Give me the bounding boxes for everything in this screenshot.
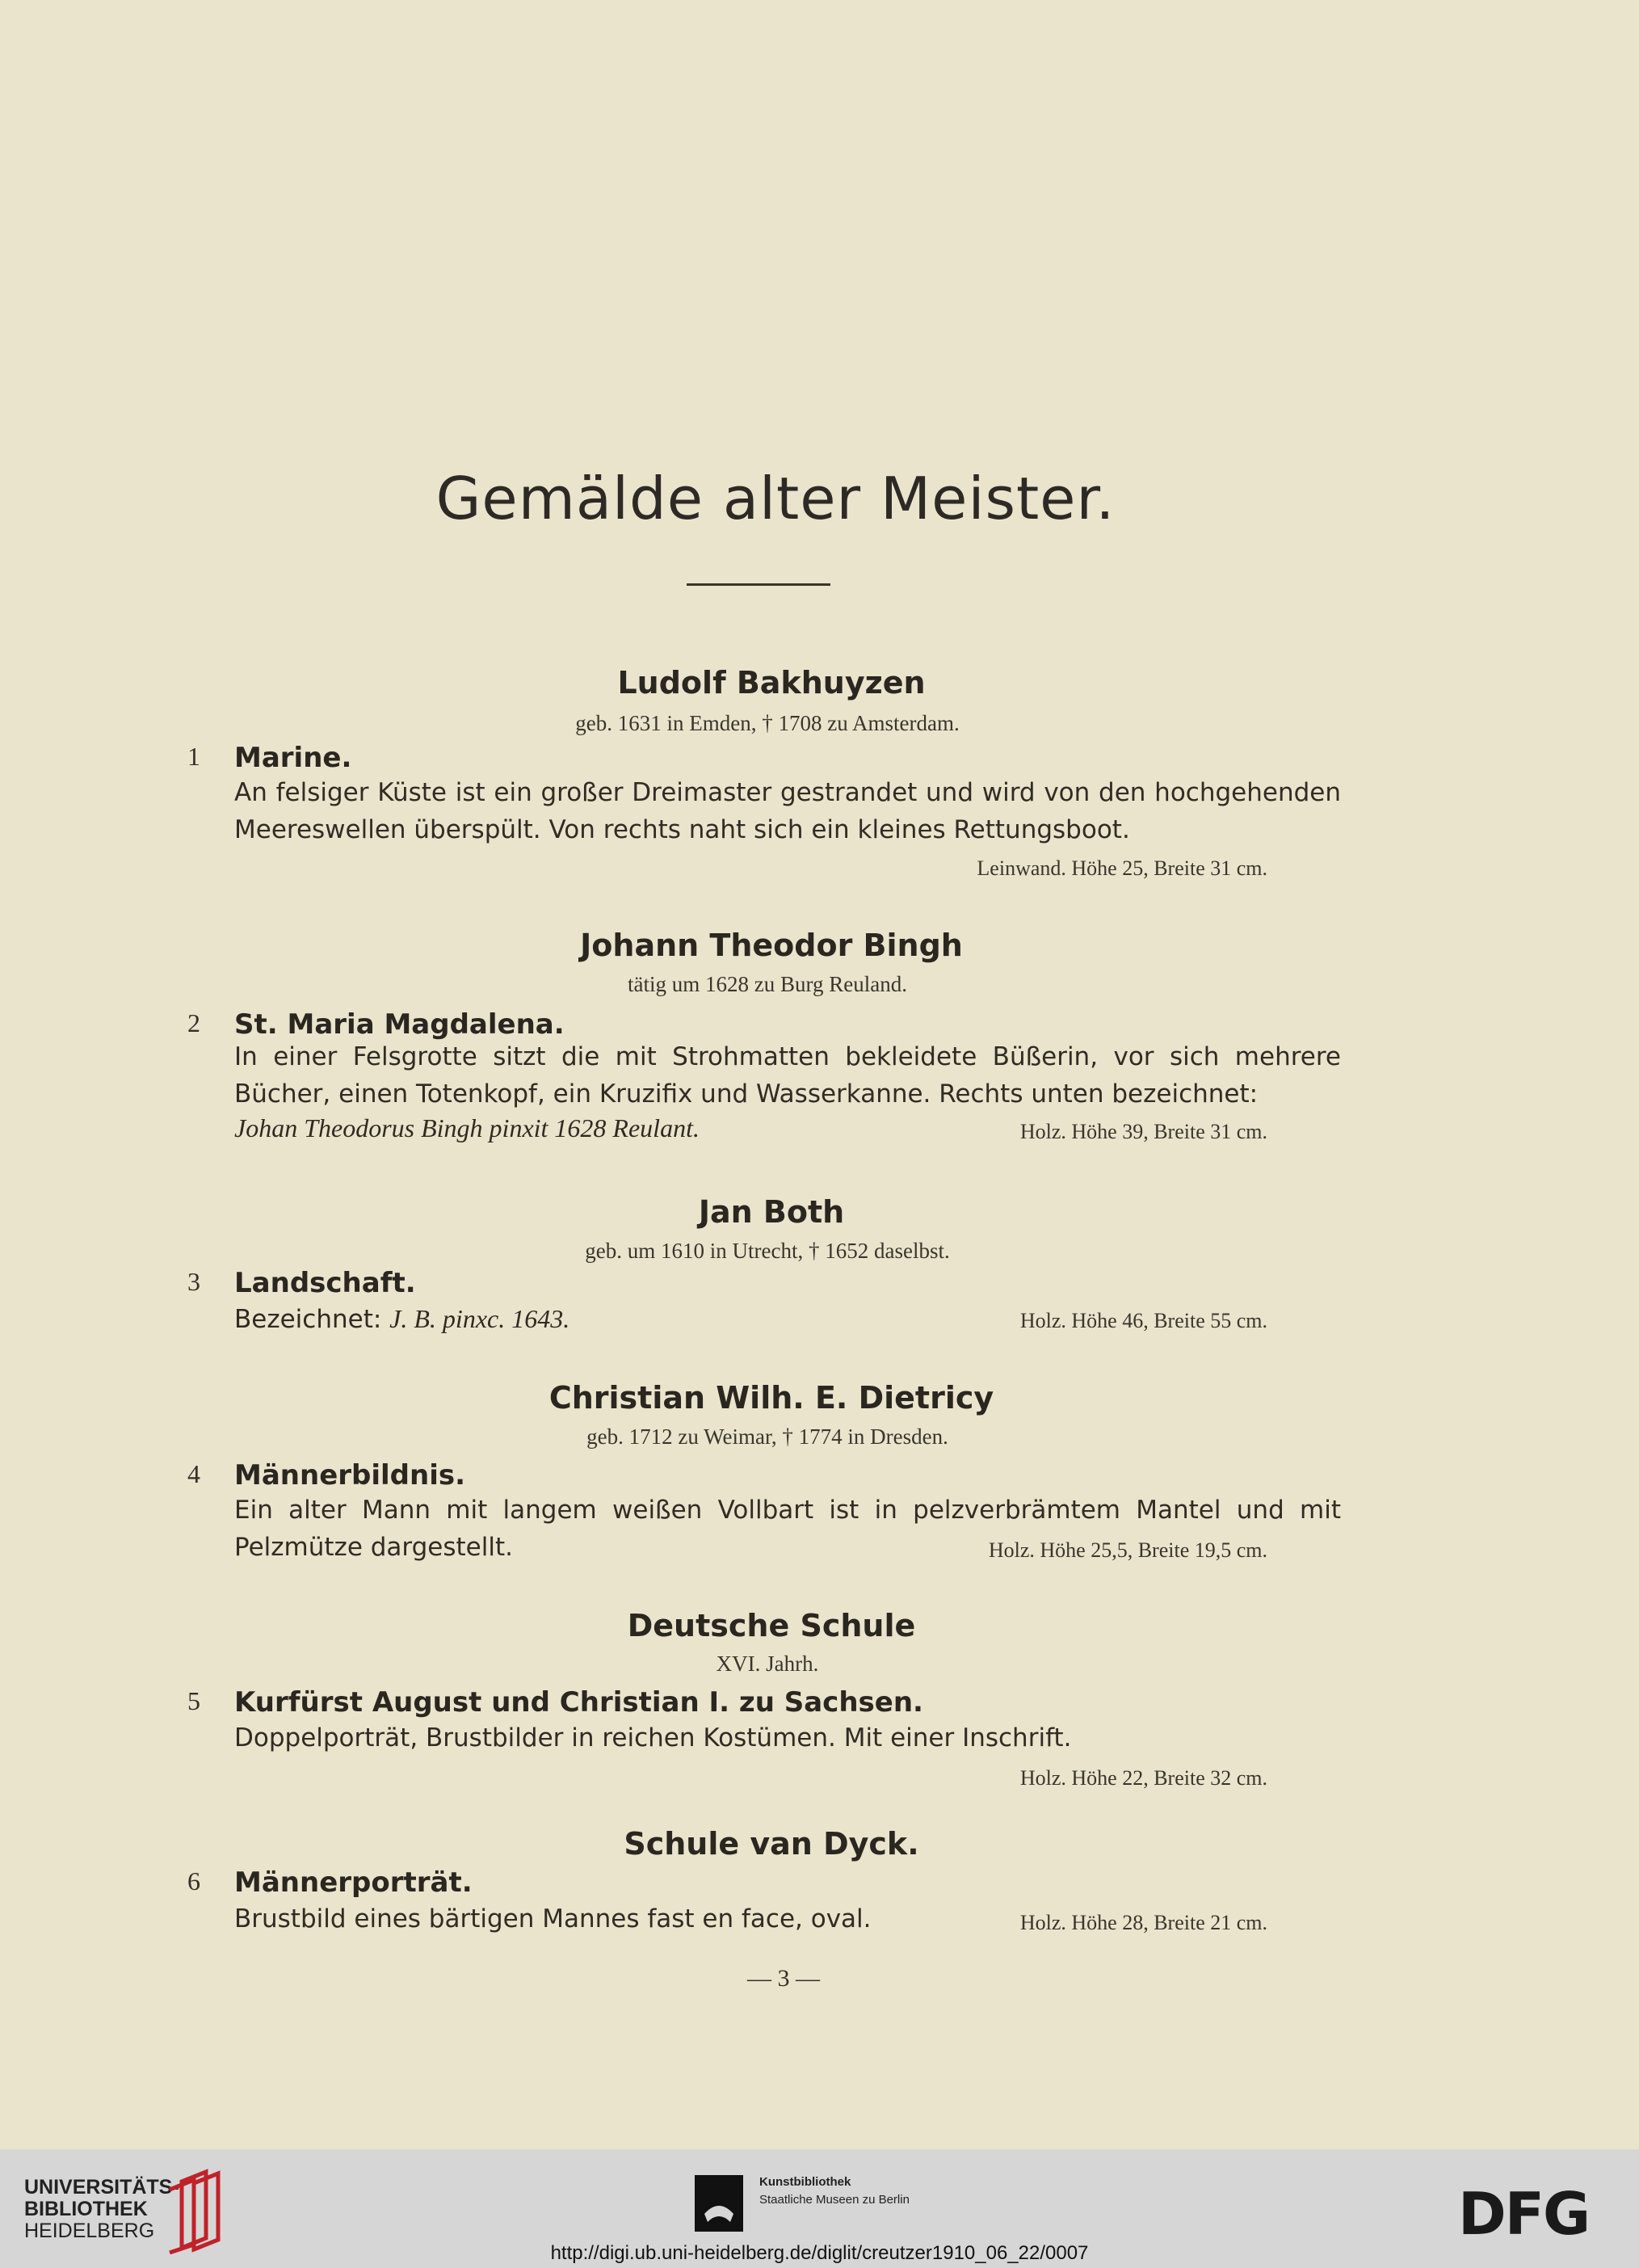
- page-number: — 3 —: [747, 1965, 820, 1992]
- artist-name: Schule van Dyck.: [624, 1826, 919, 1862]
- work-measurements: Holz. Höhe 39, Breite 31 cm.: [1019, 1120, 1267, 1143]
- source-url[interactable]: http://digi.ub.uni-heidelberg.de/diglit/creutzer1910_06_22/0007: [550, 2242, 1089, 2264]
- work-title: St. Maria Magdalena.: [234, 1008, 565, 1041]
- heidelberg-logo-icon[interactable]: [162, 2165, 234, 2254]
- artist-bio: geb. um 1610 in Utrecht, † 1652 daselbst.: [585, 1239, 950, 1263]
- artist-name: Johann Theodor Bingh: [580, 928, 963, 963]
- lot-number: 5: [187, 1686, 200, 1715]
- uni-line-2: BIBLIOTHEK: [24, 2198, 148, 2220]
- title-divider: [687, 583, 830, 586]
- description-label: Bezeichnet:: [234, 1305, 382, 1334]
- work-measurements: Holz. Höhe 46, Breite 55 cm.: [1019, 1309, 1267, 1332]
- signature-inscription: J. B. pinxc. 1643.: [389, 1304, 570, 1333]
- work-title: Männerbildnis.: [234, 1459, 466, 1492]
- work-description: Doppelporträt, Brustbilder in reichen Kostümen. Mit einer Inschrift.: [234, 1723, 1072, 1753]
- university-library-label[interactable]: [24, 2177, 179, 2242]
- artist-bio: geb. 1631 in Emden, † 1708 zu Amsterdam.: [575, 711, 960, 735]
- work-description: Brustbild eines bärtigen Mannes fast en face, oval.: [234, 1904, 872, 1933]
- work-description: An felsiger Küste ist ein großer Dreimaster gestrandet und wird von den hochgehenden Meereswellen überspült. Von rechts naht sich ein kleines Rettungsboot.: [234, 778, 1341, 844]
- artist-name: Christian Wilh. E. Dietricy: [548, 1380, 994, 1416]
- work-measurements: Holz. Höhe 28, Breite 21 cm.: [1019, 1911, 1267, 1934]
- work-title: Männerporträt.: [234, 1866, 473, 1899]
- signature-inscription: Johan Theodorus Bingh pinxit 1628 Reulant.: [234, 1113, 700, 1142]
- work-measurements: Holz. Höhe 25,5, Breite 19,5 cm.: [988, 1538, 1267, 1562]
- artist-name: Deutsche Schule: [627, 1608, 916, 1643]
- lot-number: 3: [187, 1267, 200, 1296]
- lot-number: 4: [187, 1459, 200, 1488]
- digitization-footer: [0, 2149, 1639, 2268]
- lot-number: 2: [187, 1008, 200, 1037]
- artist-name: Ludolf Bakhuyzen: [617, 665, 926, 701]
- lot-number: 1: [187, 742, 200, 771]
- artist-bio: geb. 1712 zu Weimar, † 1774 in Dresden.: [586, 1424, 948, 1449]
- work-title: Kurfürst August und Christian I. zu Sachsen.: [234, 1686, 923, 1719]
- page-title: Gemälde alter Meister.: [435, 465, 1116, 532]
- work-measurements: Leinwand. Höhe 25, Breite 31 cm.: [977, 856, 1267, 880]
- kb-line-1: Kunstbibliothek: [759, 2175, 851, 2189]
- lot-number: 6: [187, 1866, 200, 1896]
- work-description: In einer Felsgrotte sitzt die mit Strohmatten bekleidete Büßerin, vor sich mehrere Bücher, einen Totenkopf, ein Kruzifix und Wasserkanne. Rechts unten bezeichnet:: [234, 1042, 1341, 1109]
- kunstbibliothek-logo-icon[interactable]: [695, 2175, 743, 2232]
- work-description: Ein alter Mann mit langem weißen Vollbart ist in pelzverbrämtem Mantel und mit Pelzmütze dargestellt.: [234, 1496, 1341, 1562]
- artist-bio: tätig um 1628 zu Burg Reuland.: [628, 972, 907, 996]
- uni-line-3: HEIDELBERG: [24, 2220, 155, 2242]
- work-measurements: Holz. Höhe 22, Breite 32 cm.: [1019, 1766, 1267, 1790]
- artist-name: Jan Both: [698, 1194, 845, 1230]
- work-description: [234, 1304, 569, 1334]
- dfg-logo[interactable]: DFG: [1458, 2180, 1590, 2248]
- work-title: Landschaft.: [234, 1267, 416, 1299]
- uni-line-1: UNIVERSITÄTS-: [24, 2176, 179, 2199]
- kunstbibliothek-label: [759, 2173, 910, 2209]
- artist-bio: XVI. Jahrh.: [716, 1652, 819, 1676]
- work-title: Marine.: [234, 742, 352, 774]
- kb-line-2: Staatliche Museen zu Berlin: [759, 2193, 910, 2207]
